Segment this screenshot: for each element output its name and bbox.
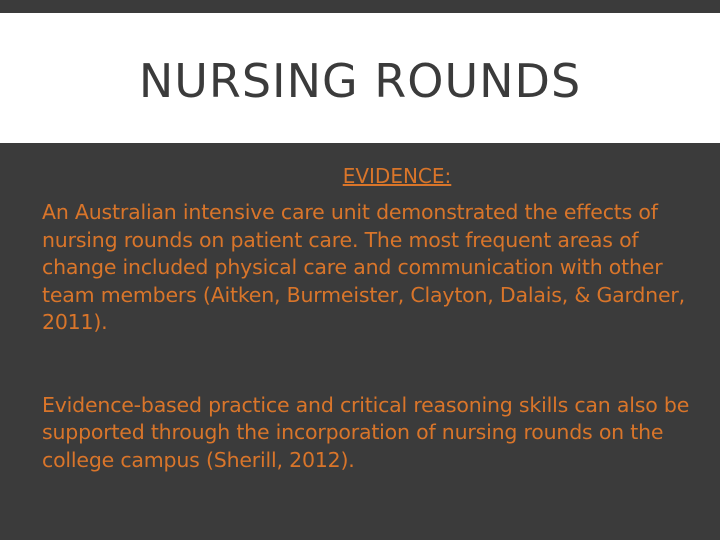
evidence-paragraph-1: An Australian intensive care unit demonstrated the effects of nursing rounds on patient care. The most frequent areas of change included physical care and communication with other team members (Aitken, Burmeister, Clayton, Dalais, & Gardner, 2011). xyxy=(42,200,685,334)
evidence-paragraph-2: Evidence-based practice and critical reasoning skills can also be supported through the incorporation of nursing rounds on the college campus (Sherill, 2012). xyxy=(42,392,690,472)
title-band xyxy=(0,13,720,143)
section-heading: EVIDENCE: xyxy=(342,164,452,188)
slide-title: NURSING ROUNDS xyxy=(138,54,582,108)
slide-content xyxy=(42,162,692,474)
